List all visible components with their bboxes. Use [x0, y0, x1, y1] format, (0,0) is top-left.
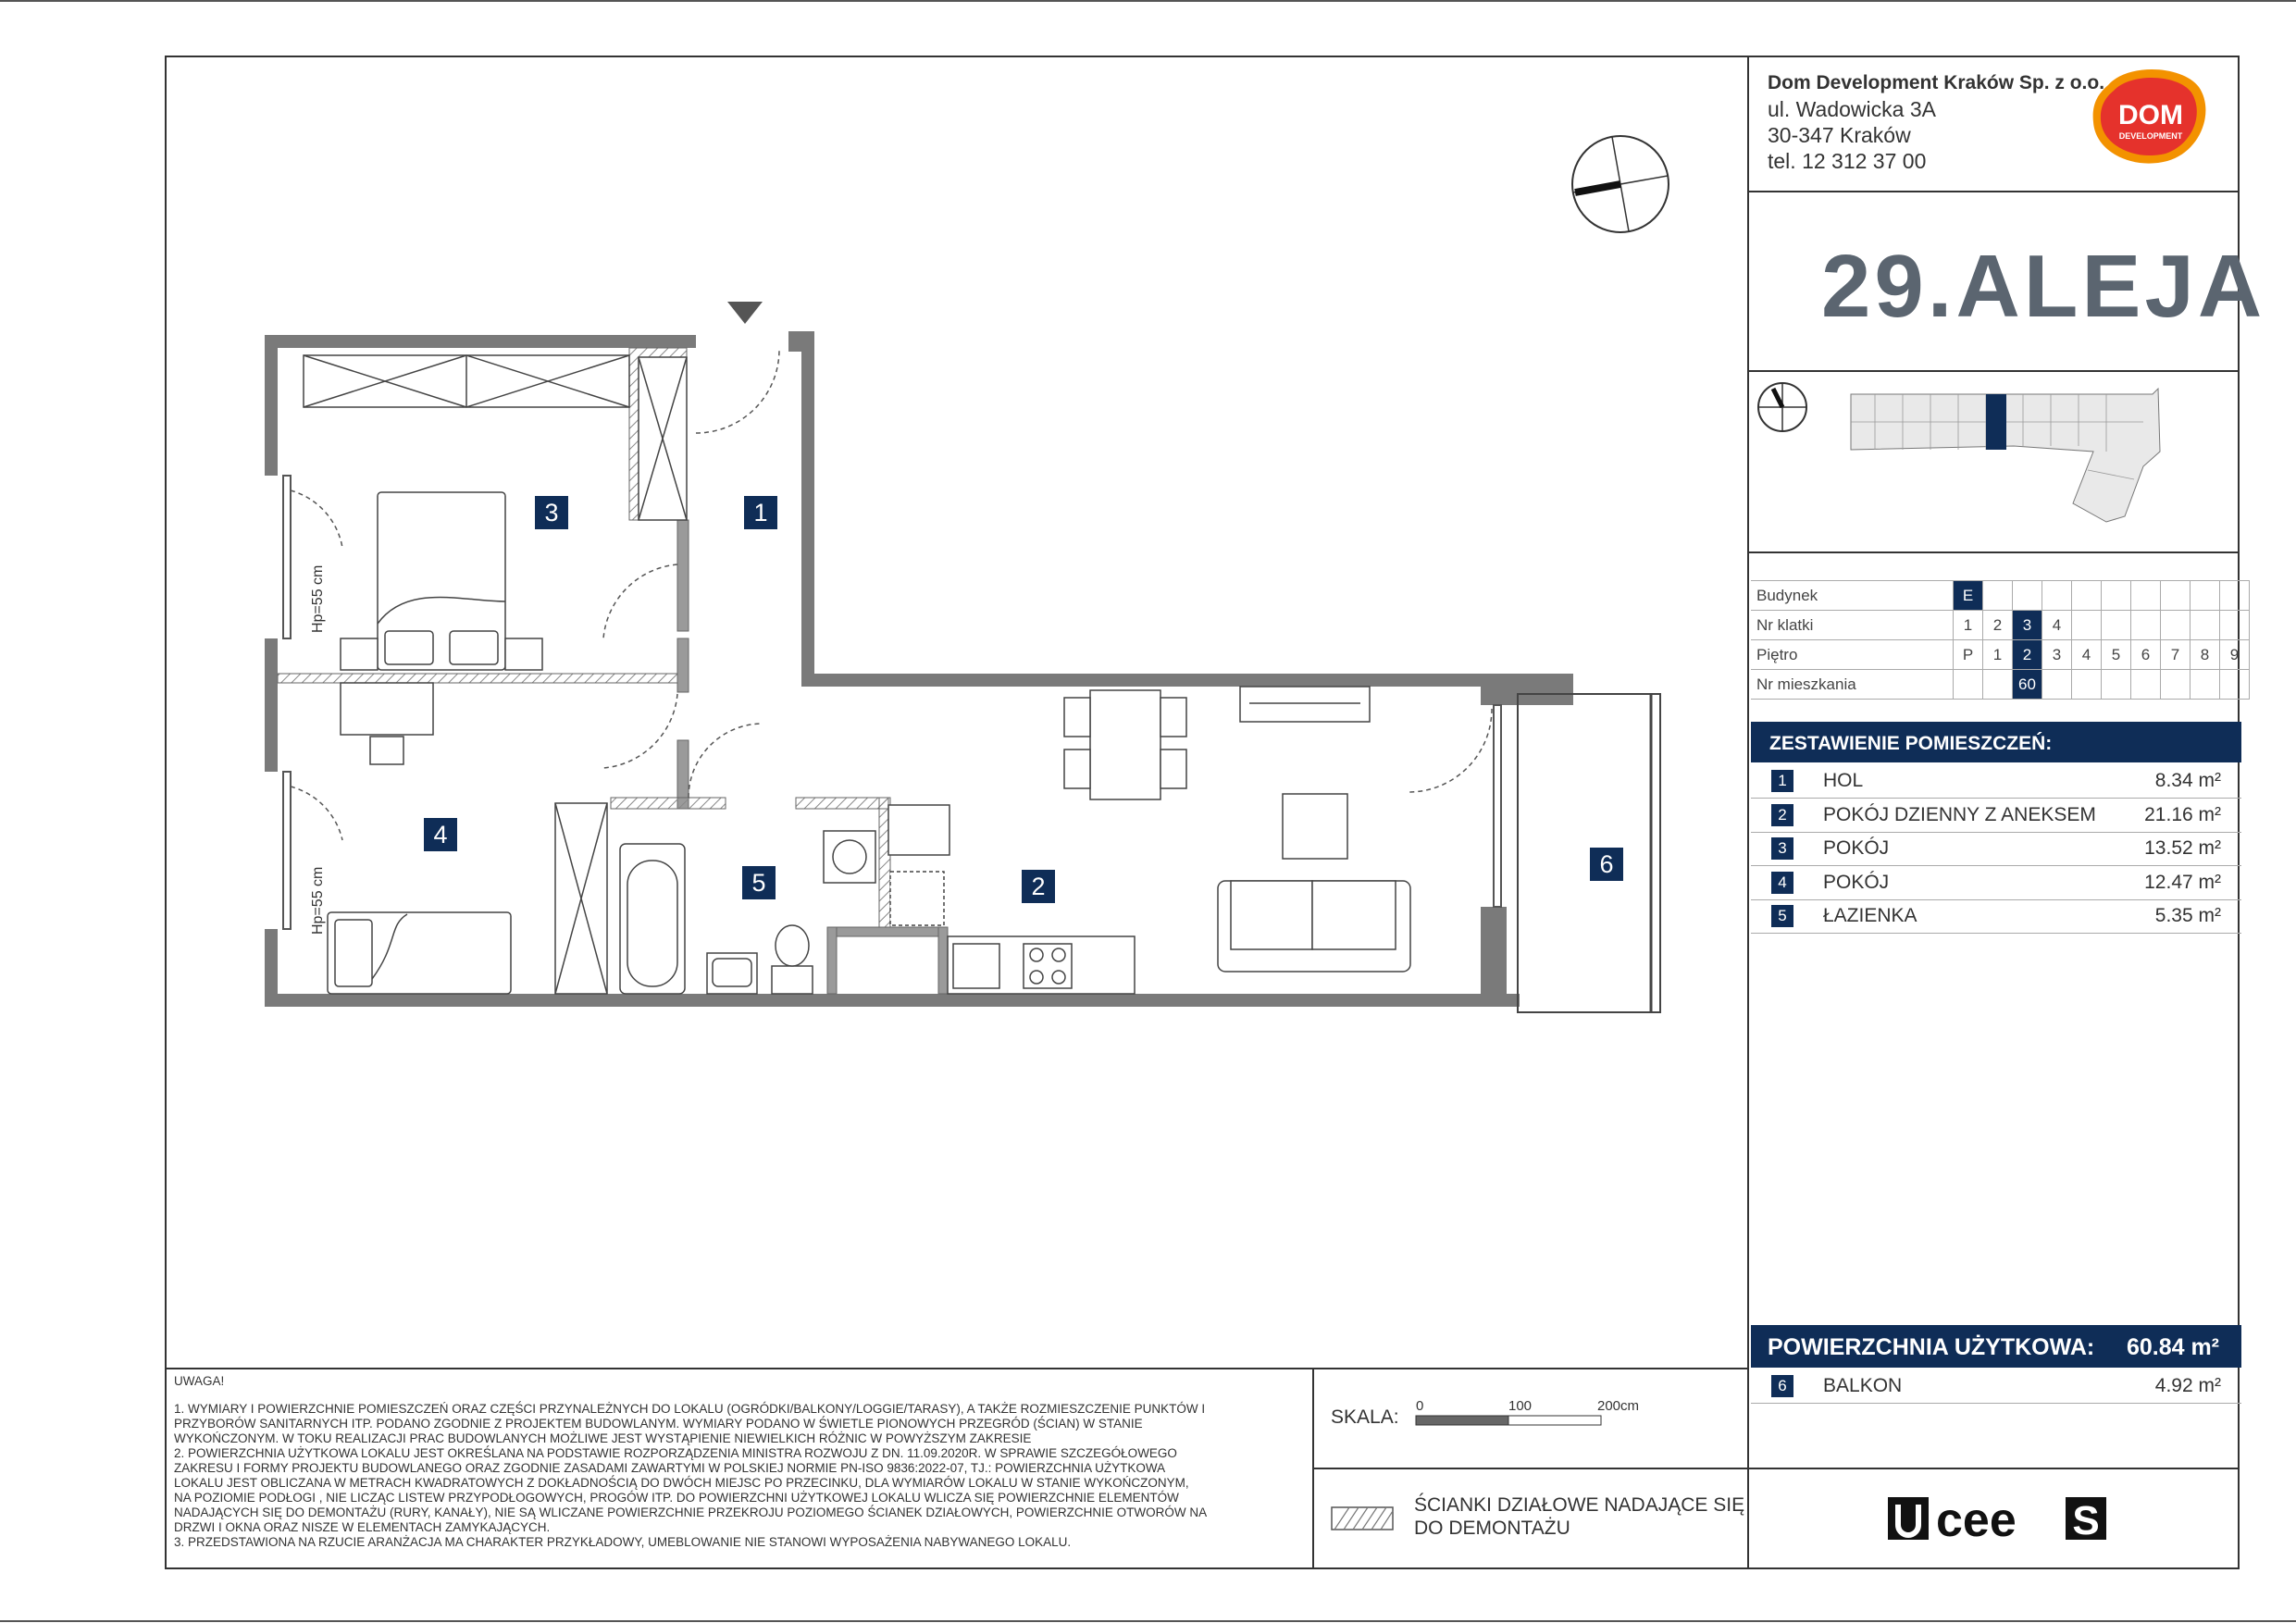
legend-text [1414, 1493, 1744, 1540]
location-cell [2131, 581, 2161, 611]
usable-area-value: 60.84 m² [2126, 1334, 2219, 1360]
company-city: 30-347 Kraków [1768, 123, 1911, 147]
room-name: POKÓJ [1823, 837, 1890, 859]
tv-cabinet [1240, 687, 1370, 722]
location-cell [2072, 581, 2102, 611]
location-cell: 4 [2072, 640, 2102, 670]
notes-line: WYKOŃCZONYM. W TOKU REALIZACJI PRAC BUDOWLANYCH MOŻLIWE JEST WYSTĄPIENIE NIEWIELKICH RÓŻNIC W POWYŻSZYM ZAKRESIE [174, 1431, 1032, 1445]
room-name: POKÓJ DZIENNY Z ANEKSEM [1823, 803, 2096, 825]
location-cell [2220, 581, 2250, 611]
entrance-arrow-icon [727, 302, 763, 324]
location-cell [2102, 611, 2131, 640]
hatch-legend-icon [1331, 1506, 1394, 1530]
location-cell: 8 [2191, 640, 2220, 670]
rooms-header: ZESTAWIENIE POMIESZCZEŃ: [1751, 722, 2241, 762]
notes-line: PRZYBORÓW SANITARNYCH ITP. PODANO ZGODNIE Z PROJEKTEM BUDOWLANYM. WYMIARY PODANO W ŚWIETLE PIONOWYCH PRZEGRÓD (ŚCIAN) W STANIE [174, 1417, 1143, 1431]
building-key-plan [1755, 378, 2240, 550]
dining-table [1064, 690, 1186, 799]
location-row [1751, 581, 2250, 611]
location-cell [2102, 670, 2131, 700]
window-height-label: Hp=55 cm [310, 564, 326, 633]
location-cell [2131, 670, 2161, 700]
location-row [1751, 611, 2250, 640]
window-height-label: Hp=55 cm [310, 866, 326, 935]
room-name: POKÓJ [1823, 871, 1890, 893]
location-cell: 1 [1983, 640, 2013, 670]
location-cell [2161, 581, 2191, 611]
room-area: 4.92 m² [2154, 1375, 2221, 1396]
legend-line-2: DO DEMONTAŻU [1414, 1518, 1570, 1539]
location-cell: 2 [2013, 640, 2042, 670]
location-cell [2161, 670, 2191, 700]
scale-label: SKALA: [1331, 1406, 1399, 1428]
location-cell: 6 [2131, 640, 2161, 670]
room-row [1751, 799, 2241, 833]
notes-line: ZAKRESU I FORMY PROJEKTU BUDOWLANEGO ORAZ ZGODNIE ZASADAMI ZAWARTYMI W POLSKIEJ NORMIE PN-ISO 9836:2022-07, TJ.: POWIERZCHNIA UŻYTKOWA [174, 1461, 1166, 1475]
room-row [1751, 866, 2241, 900]
kitchen-counter [948, 936, 1135, 994]
room-tag-1: 1 [744, 496, 777, 529]
location-cell [2191, 611, 2220, 640]
location-cell [1954, 670, 1983, 700]
location-cell: 60 [2013, 670, 2042, 700]
location-cell [1983, 581, 2013, 611]
room-row [1751, 899, 2241, 934]
compass-small-icon [1758, 383, 1806, 431]
usable-area-label: POWIERZCHNIA UŻYTKOWA: [1768, 1334, 2095, 1360]
divider [1312, 1468, 2240, 1469]
room-tag-5: 5 [742, 866, 776, 899]
usable-area-bar [1751, 1325, 2241, 1368]
coffee-table [1283, 794, 1347, 859]
extractor-fan [888, 805, 949, 855]
page-top-line [0, 0, 2296, 2]
location-cell [2161, 611, 2191, 640]
location-cell [2131, 611, 2161, 640]
room-name: HOL [1823, 770, 1864, 791]
apartment-highlight [1986, 394, 2006, 450]
location-cell [2013, 581, 2042, 611]
notes-line: DRZWI I OKNA ORAZ NISZE W ELEMENTACH ZAMYKAJĄCYCH. [174, 1520, 551, 1534]
notes-block [174, 1374, 1303, 1550]
location-cell [2072, 611, 2102, 640]
room-tag-4: 4 [424, 818, 457, 851]
room-number-badge: 4 [1771, 872, 1793, 894]
location-row [1751, 640, 2250, 670]
scale-tick-200: 200cm [1597, 1398, 1640, 1414]
balcony-outline [1518, 694, 1660, 1012]
project-logo: 29.ALEJA [1821, 237, 2266, 336]
room-number-badge: 2 [1771, 804, 1793, 826]
location-cell [2220, 670, 2250, 700]
svg-text:S: S [2072, 1498, 2100, 1543]
location-row-label: Nr klatki [1751, 611, 1954, 640]
location-cell: 9 [2220, 640, 2250, 670]
scale-tick-100: 100 [1508, 1398, 1533, 1414]
location-cell [2220, 611, 2250, 640]
room-tag-3: 3 [535, 496, 568, 529]
location-row [1751, 670, 2250, 700]
company-name: Dom Development Kraków Sp. z o.o. [1768, 72, 2105, 93]
divider [165, 1368, 1749, 1369]
floor-plan [259, 296, 1684, 1036]
room-tag-6: 6 [1590, 848, 1623, 881]
scale-bar [1412, 1395, 1640, 1438]
north-arrow-icon [1570, 133, 1671, 235]
location-cell [1983, 670, 2013, 700]
location-cell: 5 [2102, 640, 2131, 670]
room-area: 5.35 m² [2154, 905, 2221, 926]
room-number-badge: 3 [1771, 837, 1793, 860]
location-cell [2042, 581, 2072, 611]
logo-text-development: DEVELOPMENT [2118, 131, 2183, 141]
notes-line: 3. PRZEDSTAWIONA NA RZUCIE ARANŻACJA MA CHARAKTER PRZYKŁADOWY, UMEBLOWANIE NIE STANOWI WYPOSAŻENIA NABYWANEGO LOKALU. [174, 1535, 1072, 1549]
company-phone: tel. 12 312 37 00 [1768, 149, 1927, 173]
room-area: 13.52 m² [2144, 837, 2221, 859]
location-cell: 7 [2161, 640, 2191, 670]
room-number-badge: 1 [1771, 770, 1793, 792]
ucees-logo [1888, 1493, 2110, 1547]
notes-line: NA POZIOMIE PODŁOGI , NIE LICZĄC LISTEW PRZYPODŁOGOWYCH, PROGÓW ITP. DO POWIERZCHNI UŻYTKOWEJ LOKALU WLICZA SIĘ POWIERZCHNIE ELEMENTÓW [174, 1491, 1179, 1505]
location-row-label: Budynek [1751, 581, 1954, 611]
balcony-row [1751, 1369, 2241, 1404]
legend-line-1: ŚCIANKI DZIAŁOWE NADAJĄCE SIĘ [1414, 1494, 1745, 1516]
location-row-label: Nr mieszkania [1751, 670, 1954, 700]
location-cell [2102, 581, 2131, 611]
divider [1747, 551, 2240, 553]
location-cell: 2 [1983, 611, 2013, 640]
divider [1747, 191, 2240, 192]
location-table [1751, 580, 2250, 700]
room-tag-2: 2 [1022, 870, 1055, 903]
room-row [1751, 764, 2241, 799]
room-area: 21.16 m² [2144, 803, 2221, 825]
room-area: 12.47 m² [2144, 871, 2221, 893]
logo-text-dom: DOM [2118, 100, 2183, 130]
room-name: ŁAZIENKA [1823, 905, 1917, 926]
location-cell: P [1954, 640, 1983, 670]
location-row-label: Piętro [1751, 640, 1954, 670]
location-cell [2042, 670, 2072, 700]
notes-line: LOKALU JEST OBLICZANA W METRACH KWADRATOWYCH Z DOKŁADNOŚCIĄ DO DWÓCH MIEJSC PO PRZECINKU, DLA WYMIARÓW LOKALU W STANIE WYKOŃCZONYM, [174, 1476, 1189, 1490]
dom-development-logo [2090, 67, 2210, 167]
location-cell [2191, 670, 2220, 700]
location-cell: 3 [2013, 611, 2042, 640]
location-cell: 3 [2042, 640, 2072, 670]
scale-tick-0: 0 [1416, 1398, 1424, 1414]
room-number-badge: 6 [1771, 1375, 1793, 1397]
toilet [772, 966, 813, 994]
room-row [1751, 832, 2241, 866]
location-cell [2191, 581, 2220, 611]
notes-line: NADAJĄCYCH SIĘ DO DEMONTAŻU (RURY, KANAŁY), NIE SĄ WLICZANE POWIERZCHNIE PRZEKROJU POZIOMEGO ŚCIANEK DZIAŁOWYCH, POWIERZCHNIE OTWORÓW NA [174, 1505, 1208, 1519]
location-cell: E [1954, 581, 1983, 611]
location-cell: 1 [1954, 611, 1983, 640]
right-panel-border [1747, 56, 1749, 1569]
company-street: ul. Wadowicka 3A [1768, 97, 1936, 121]
notes-title: UWAGA! [174, 1374, 225, 1388]
location-cell: 4 [2042, 611, 2072, 640]
page-bottom-line [0, 1620, 2296, 1622]
notes-line: 1. WYMIARY I POWIERZCHNIE POMIESZCZEŃ ORAZ CZĘŚCI PRZYNALEŻNYCH DO LOKALU (OGRÓDKI/BALKONY/LOGGIE/TARASY), A TAKŻE ROZMIESZCZENIE PUNKTÓW I [174, 1402, 1206, 1416]
location-cell [2072, 670, 2102, 700]
room-area: 8.34 m² [2154, 770, 2221, 791]
company-info [1768, 70, 2104, 174]
room-number-badge: 5 [1771, 905, 1793, 927]
svg-text:cee: cee [1936, 1493, 2017, 1547]
bed-double [341, 492, 542, 670]
notes-line: 2. POWIERZCHNIA UŻYTKOWA LOKALU JEST OKREŚLANA NA PODSTAWIE ROZPORZĄDZENIA MINISTRA ROZWOJU Z DN. 11.09.2020R. W SPRAWIE SZCZEGÓŁOWEGO [174, 1446, 1177, 1460]
room-name: BALKON [1823, 1375, 1903, 1396]
notes-lines [174, 1402, 1303, 1550]
divider [1747, 370, 2240, 372]
